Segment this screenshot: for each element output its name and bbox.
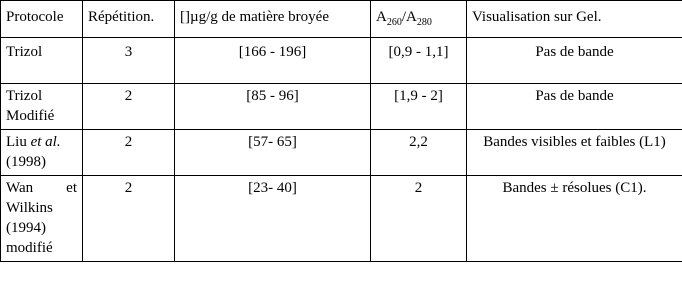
header-concentration: []µg/g de matière broyée (175, 1, 371, 38)
cell-gel: Bandes ± résolues (C1). (467, 176, 682, 262)
header-gel-visualisation: Visualisation sur Gel. (467, 1, 682, 38)
cell-protocole-line: modifié (6, 240, 53, 256)
header-protocole: Protocole (1, 1, 83, 38)
header-repetition: Répétition. (83, 1, 175, 38)
cell-protocole (1, 176, 83, 262)
cell-concentration: [23- 40] (175, 176, 371, 262)
cell-protocole-line: Modifié (6, 108, 55, 124)
cell-protocole (1, 84, 83, 130)
cell-protocole: Trizol (1, 38, 83, 84)
cell-ratio: 2 (371, 176, 467, 262)
cell-protocole-line: Wilkins (6, 200, 53, 216)
cell-gel: Pas de bande (467, 84, 682, 130)
cell-repetition: 2 (83, 176, 175, 262)
table-row (1, 84, 682, 130)
cell-concentration: [166 - 196] (175, 38, 371, 84)
cell-ratio: [1,9 - 2] (371, 84, 467, 130)
cell-protocole-line: Trizol (6, 88, 43, 104)
cell-protocole-line: (1994) (6, 220, 46, 236)
header-absorbance-ratio (371, 1, 467, 38)
cell-protocole-etal: et al. (30, 134, 61, 150)
cell-protocole (1, 130, 83, 176)
cell-gel: Pas de bande (467, 38, 682, 84)
cell-repetition: 2 (83, 84, 175, 130)
cell-protocole-year: (1998) (6, 154, 46, 170)
header-ratio-sub1: 260 (386, 17, 402, 28)
cell-ratio: 2,2 (371, 130, 467, 176)
table-row (1, 176, 682, 262)
header-ratio-a1: A (376, 9, 387, 25)
cell-gel: Bandes visibles et faibles (L1) (467, 130, 682, 176)
cell-protocole-line: Wan et (6, 180, 77, 196)
cell-concentration: [85 - 96] (175, 84, 371, 130)
header-ratio-slash: /A (401, 9, 417, 25)
cell-repetition: 3 (83, 38, 175, 84)
table-header-row (1, 1, 682, 38)
cell-repetition: 2 (83, 130, 175, 176)
table-row (1, 130, 682, 176)
header-ratio-sub2: 280 (416, 17, 432, 28)
cell-concentration: [57- 65] (175, 130, 371, 176)
cell-protocole-author: Liu (6, 134, 31, 150)
table-row (1, 38, 682, 84)
cell-ratio: [0,9 - 1,1] (371, 38, 467, 84)
